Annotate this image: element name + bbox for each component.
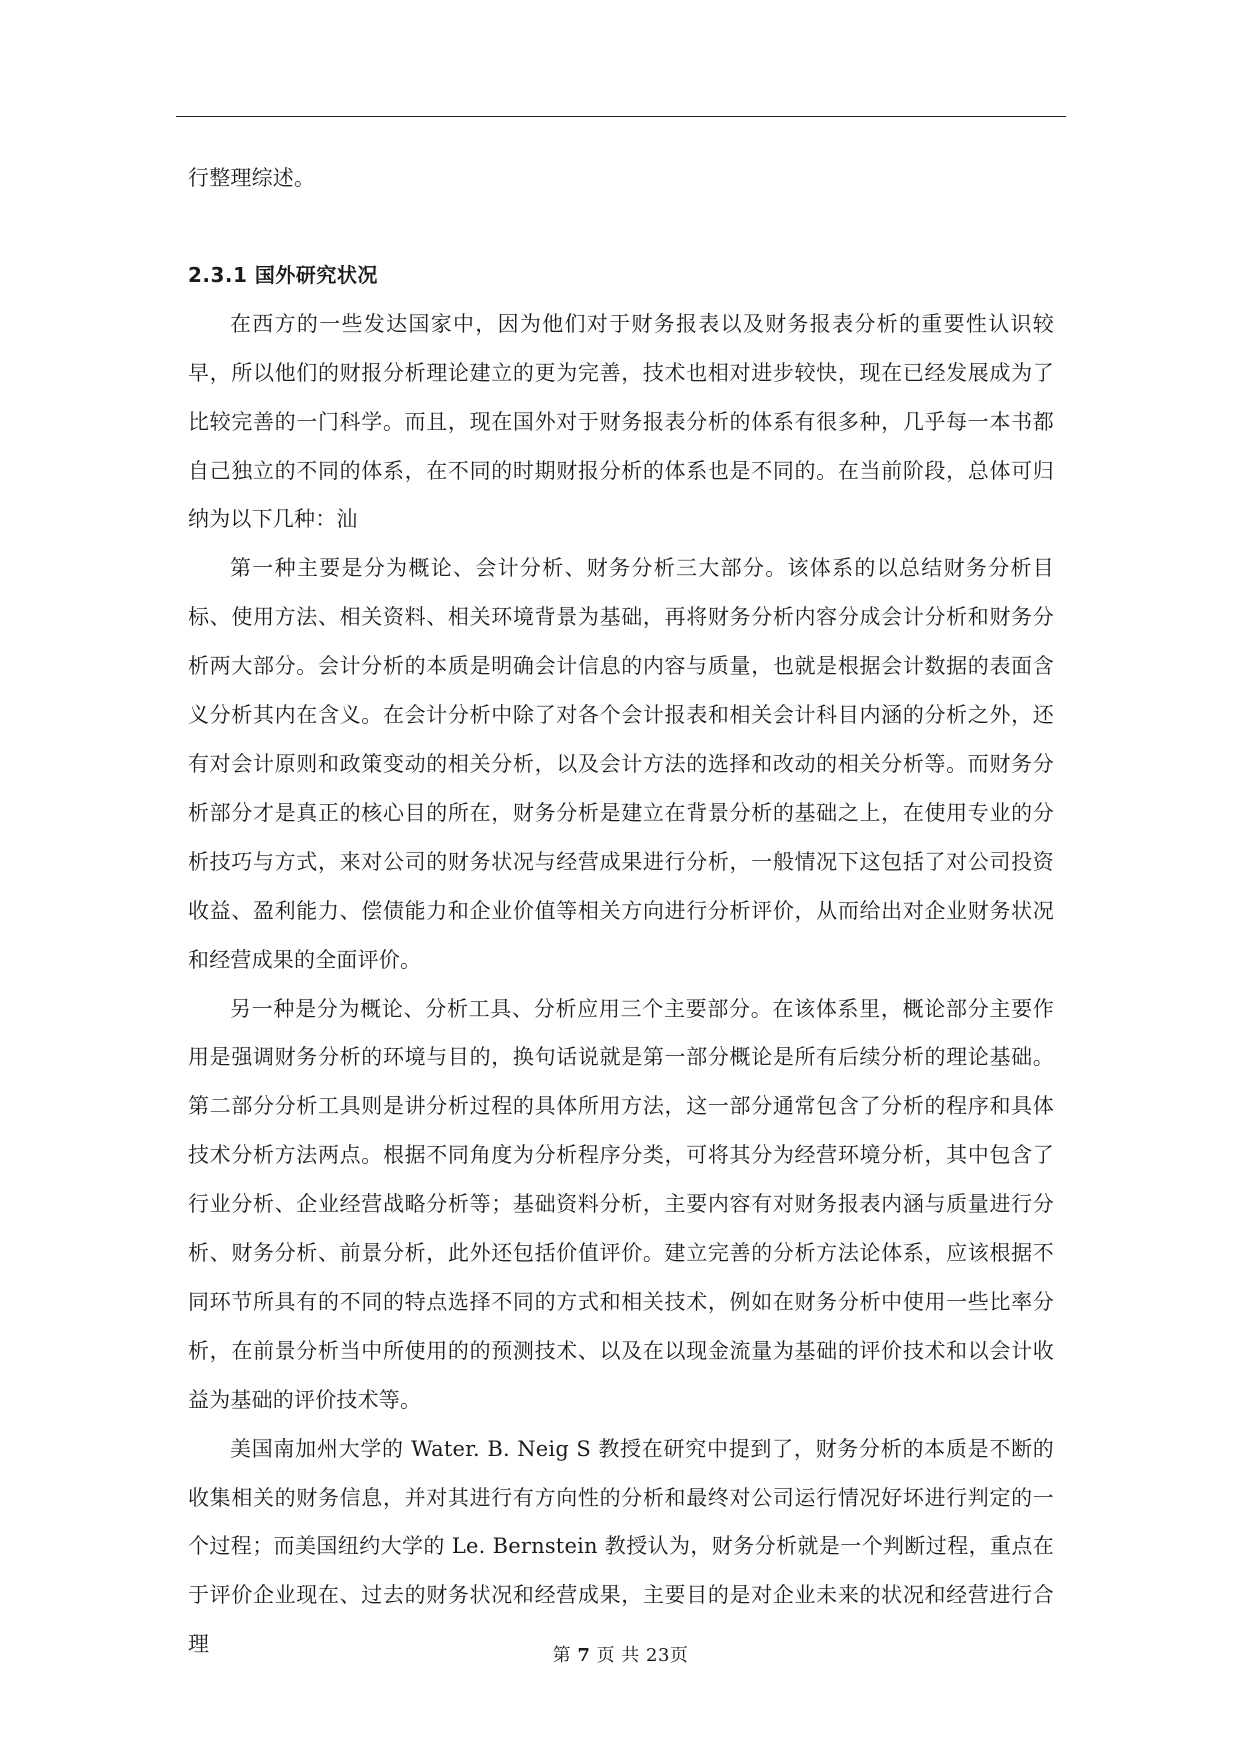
page-footer — [0, 1641, 1241, 1667]
paragraph-4: 美国南加州大学的 Water. B. Neig S 教授在研究中提到了，财务分析的本质是不断的收集相关的财务信息，并对其进行有方向性的分析和最终对公司运行情况好坏进行判定的一个过程；而美国纽约大学的 Le. Bernstein 教授认为，财务分析就是一个判断过程，重点在于评价企业现在、过去的财务状况和经营成果，主要目的是对企业未来的状况和经营进行合理 — [188, 1436, 1054, 1657]
footer-suffix: 页 — [669, 1645, 689, 1666]
section-heading: 2.3.1 国外研究状况 — [188, 262, 378, 287]
paragraph-3: 另一种是分为概论、分析工具、分析应用三个主要部分。在该体系里，概论部分主要作用是强调财务分析的环境与目的，换句话说就是第一部分概论是所有后续分析的理论基础。第二部分分析工具则是讲分析过程的具体所用方法，这一部分通常包含了分析的程序和具体技术分析方法两点。根据不同角度为分析程序分类，可将其分为经营环境分析，其中包含了行业分析、企业经营战略分析等；基础资料分析，主要内容有对财务报表内涵与质量进行分析、财务分析、前景分析，此外还包括价值评价。建立完善的分析方法论体系，应该根据不同环节所具有的不同的特点选择不同的方式和相关技术，例如在财务分析中使用一些比率分析，在前景分析当中所使用的的预测技术、以及在以现金流量为基础的评价技术和以会计收益为基础的评价技术等。 — [188, 996, 1054, 1412]
page-content — [188, 154, 1054, 1669]
paragraph-continuation: 行整理综述。 — [188, 166, 316, 190]
footer-total-pages: 23 — [646, 1645, 670, 1666]
footer-middle: 页 共 — [590, 1645, 647, 1666]
section-spacer — [188, 203, 1054, 251]
footer-prefix: 第 — [552, 1645, 578, 1666]
paragraph-2: 第一种主要是分为概论、会计分析、财务分析三大部分。该体系的以总结财务分析目标、使用方法、相关资料、相关环境背景为基础，再将财务分析内容分成会计分析和财务分析两大部分。会计分析的本质是明确会计信息的内容与质量，也就是根据会计数据的表面含义分析其内在含义。在会计分析中除了对各个会计报表和相关会计科目内涵的分析之外，还有对会计原则和政策变动的相关分析，以及会计方法的选择和改动的相关分析等。而财务分析部分才是真正的核心目的所在，财务分析是建立在背景分析的基础之上，在使用专业的分析技巧与方式，来对公司的财务状况与经营成果进行分析，一般情况下这包括了对公司投资收益、盈利能力、偿债能力和企业价值等相关方向进行分析评价，从而给出对企业财务状况和经营成果的全面评价。 — [188, 556, 1054, 972]
footer-page-number: 7 — [577, 1645, 591, 1666]
header-rule — [176, 116, 1066, 117]
paragraph-1: 在西方的一些发达国家中，因为他们对于财务报表以及财务报表分析的重要性认识较早，所以他们的财报分析理论建立的更为完善，技术也相对进步较快，现在已经发展成为了比较完善的一门科学。而且，现在国外对于财务报表分析的体系有很多种，几乎每一本书都自己独立的不同的体系，在不同的时期财报分析的体系也是不同的。在当前阶段，总体可归纳为以下几种：汕 — [188, 311, 1054, 532]
